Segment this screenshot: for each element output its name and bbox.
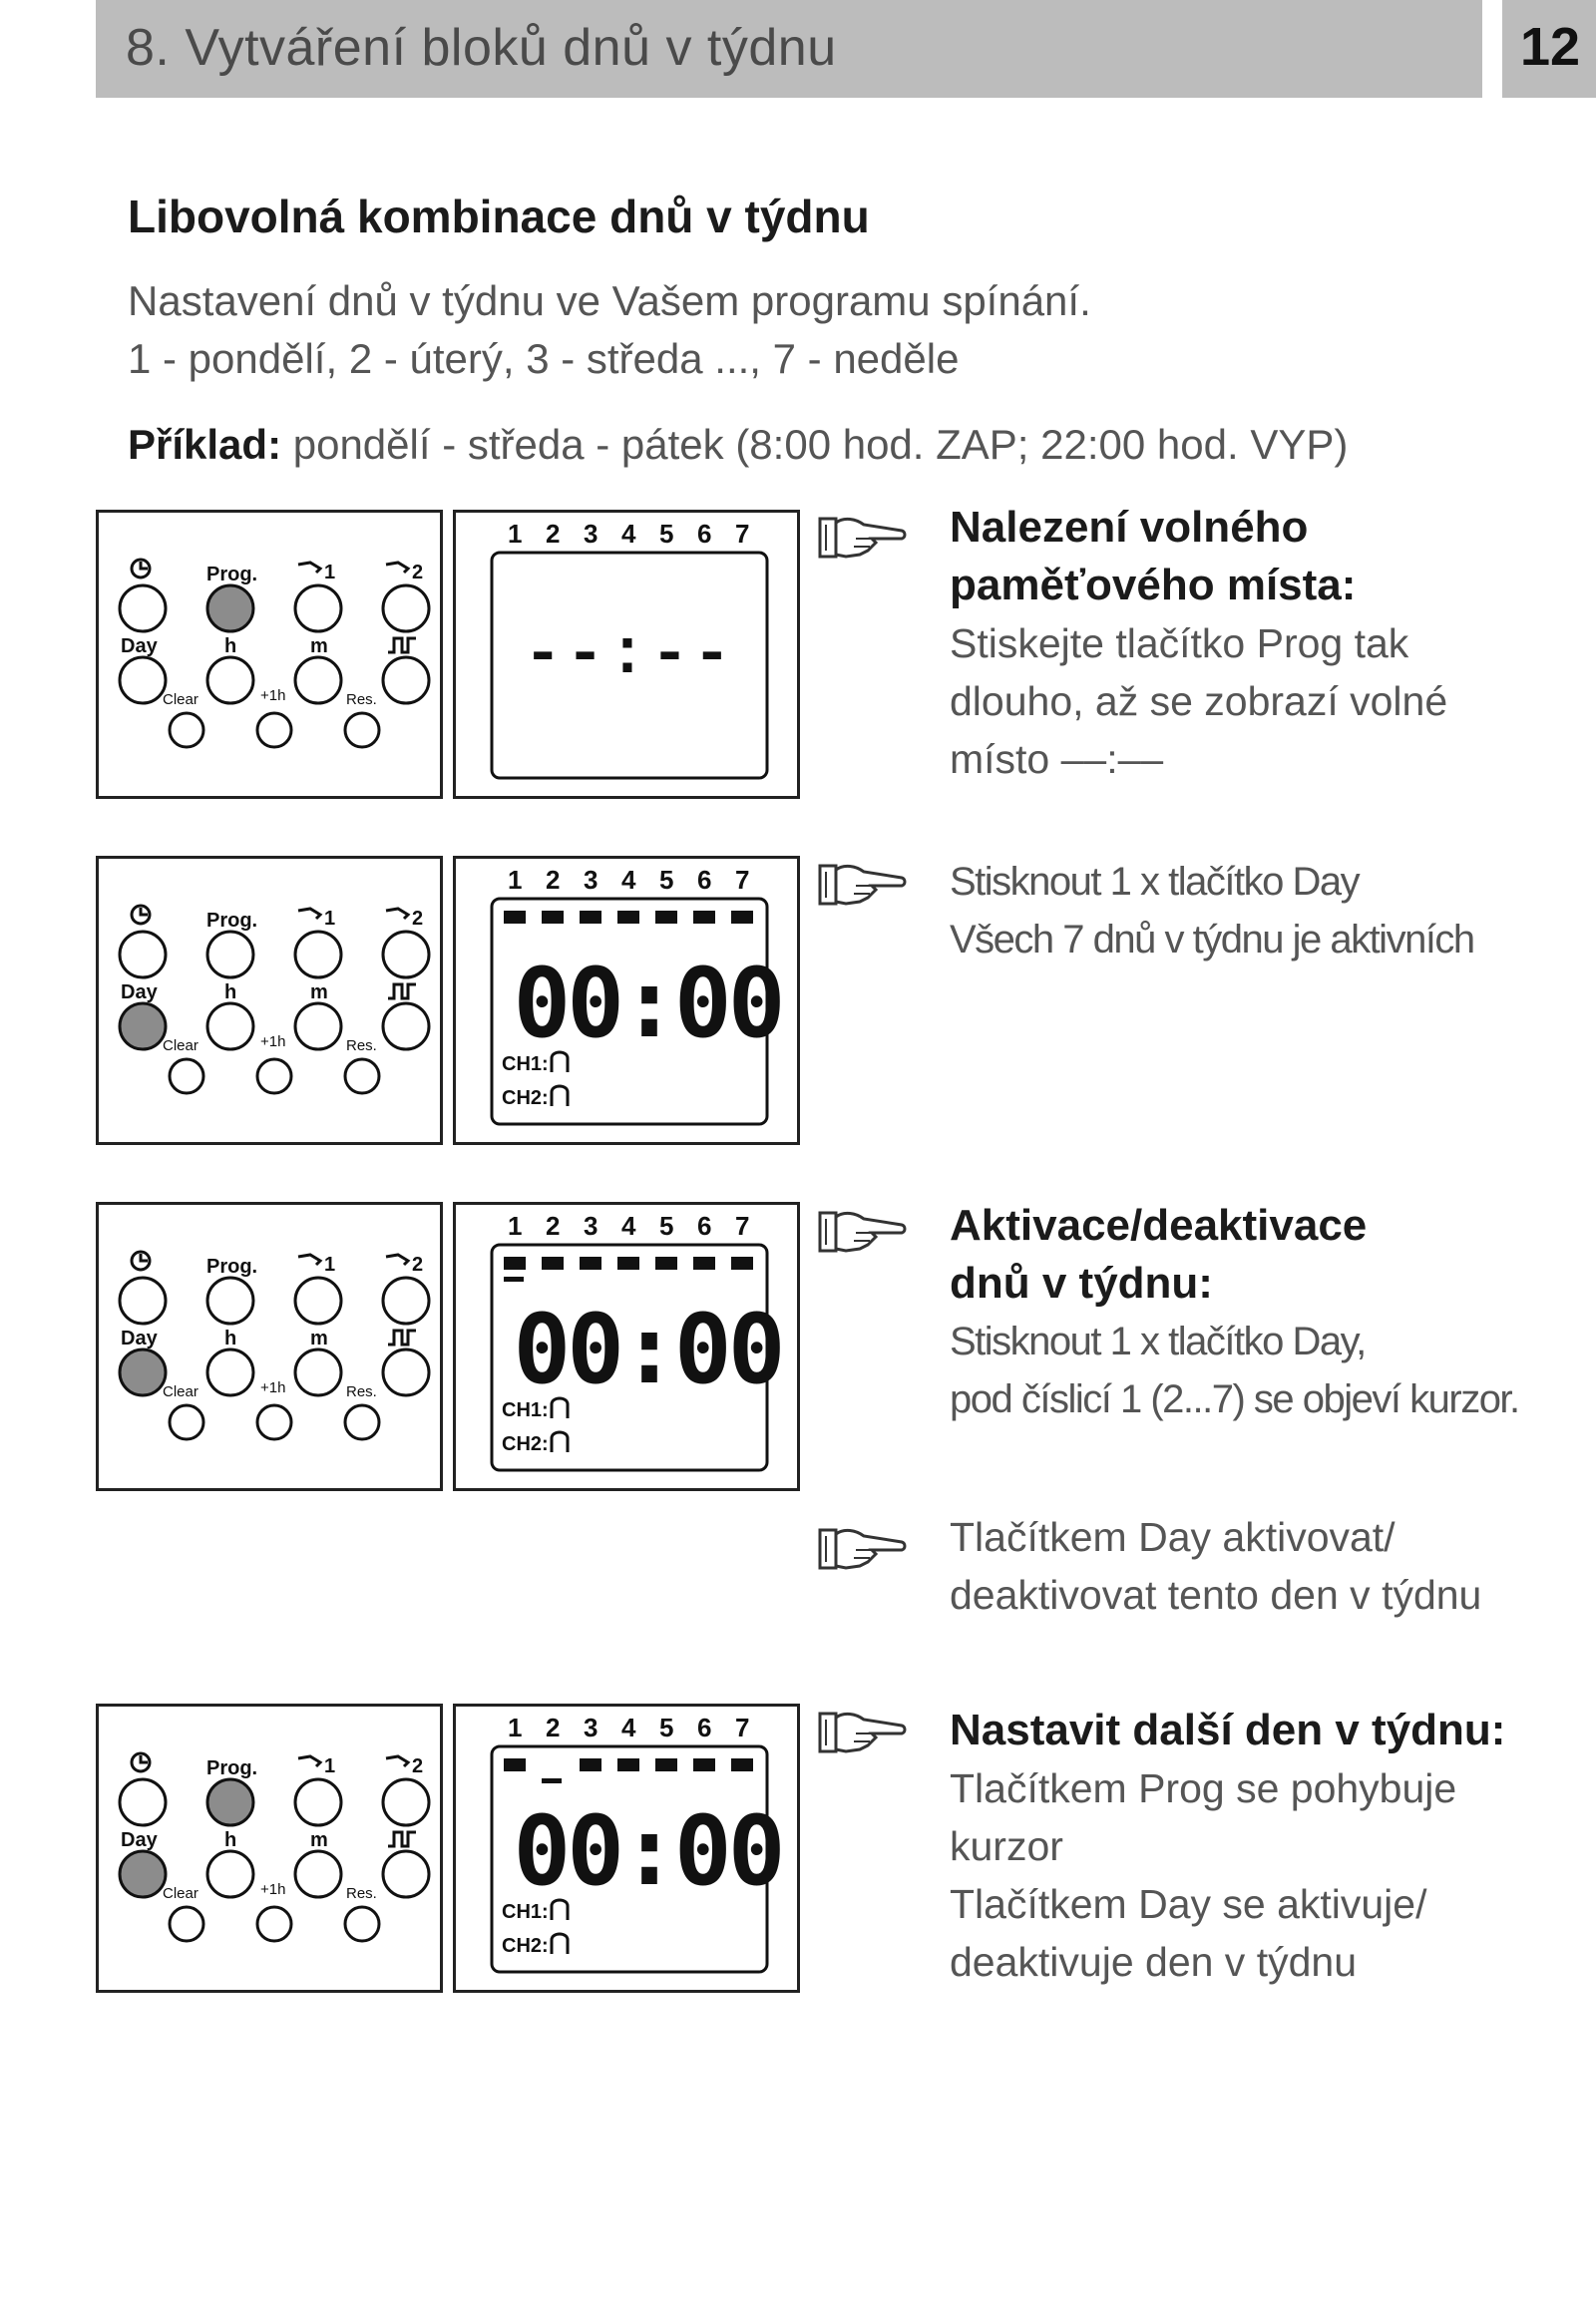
hand-switch-icon (298, 1756, 320, 1766)
hand-switch-icon (386, 563, 408, 573)
lcd-panel-1 (453, 510, 800, 799)
day-number-3: 3 (584, 865, 598, 895)
step-5-text-3: Tlačítkem Day se aktivuje/ (950, 1881, 1427, 1927)
day-cursor (542, 1778, 562, 1783)
hour-button (207, 1003, 253, 1049)
channel-1-button (295, 932, 341, 977)
plus-1h-label: +1h (260, 1379, 286, 1396)
hand-switch-icon (298, 563, 320, 573)
prog-button (207, 932, 253, 977)
clear-label: Clear (163, 1383, 199, 1400)
day-number-1: 1 (508, 1713, 523, 1742)
channel-1-button (295, 585, 341, 631)
day-indicator-7 (731, 911, 753, 924)
pulse-icon (388, 1832, 416, 1846)
clock-button (120, 585, 166, 631)
step-1-text-1: Stiskejte tlačítko Prog tak (950, 620, 1409, 666)
day-indicator-1 (504, 1257, 526, 1270)
prog-label: Prog. (206, 1256, 258, 1278)
step-2-note (950, 853, 1548, 968)
clear-button (170, 1059, 203, 1093)
minute-label: m (310, 981, 328, 1003)
button-panel-drawing (99, 1707, 440, 1990)
button-panel-drawing (99, 513, 440, 796)
clear-button (170, 713, 203, 747)
button-panel-drawing (99, 1205, 440, 1488)
hour-button (207, 657, 253, 703)
minute-button (295, 657, 341, 703)
pointing-hand-icon (816, 1522, 908, 1574)
intro-line-1: Nastavení dnů v týdnu ve Vašem programu spínání. (128, 277, 1091, 324)
step-5-text-2: kurzor (950, 1823, 1063, 1869)
lcd-time-empty: --:-- (523, 620, 736, 692)
prog-button (207, 1278, 253, 1324)
pulse-button (383, 1851, 429, 1897)
hand-switch-icon (386, 1756, 408, 1766)
day-number-4: 4 (621, 1713, 636, 1742)
page-number-box (1502, 0, 1596, 98)
minute-button (295, 1003, 341, 1049)
step-5-text-4: deaktivuje den v týdnu (950, 1939, 1357, 1985)
day-indicator-4 (617, 1257, 639, 1270)
lcd-drawing (456, 513, 797, 796)
step-1-heading-2: paměťového místa: (950, 561, 1357, 609)
reset-button (345, 1405, 379, 1439)
day-number-1: 1 (508, 865, 523, 895)
lcd-time: 00:00 (513, 1795, 782, 1907)
day-number-4: 4 (621, 519, 636, 549)
hour-label: h (224, 981, 237, 1003)
day-number-7: 7 (735, 865, 750, 895)
plus-1h-button (257, 1907, 291, 1941)
hand-switch-icon (386, 909, 408, 919)
step-5-heading-1: Nastavit další den v týdnu: (950, 1706, 1506, 1754)
intro-line-2: 1 - pondělí, 2 - úterý, 3 - středa ..., 7 - neděle (128, 335, 960, 382)
day-button (120, 1003, 166, 1049)
day-indicator-2 (542, 911, 564, 924)
prog-label: Prog. (206, 564, 258, 585)
channel-2-label: 2 (412, 1755, 424, 1777)
day-indicator-6 (693, 1758, 715, 1771)
pulse-icon (388, 638, 416, 652)
day-number-4: 4 (621, 865, 636, 895)
day-indicator-5 (655, 1758, 677, 1771)
ch2-label: CH2: (502, 1433, 549, 1455)
channel-1-label: 1 (324, 1755, 336, 1777)
day-number-7: 7 (735, 519, 750, 549)
channel-1-button (295, 1779, 341, 1825)
page-number: 12 (1520, 17, 1581, 77)
button-panel-drawing (99, 859, 440, 1142)
hand-switch-icon (386, 1255, 408, 1265)
hand-switch-icon (298, 1255, 320, 1265)
clock-button (120, 1779, 166, 1825)
channel-2-button (383, 585, 429, 631)
step-2-text-2: Všech 7 dnů v týdnu je aktivních (950, 918, 1474, 962)
day-indicator-4 (617, 911, 639, 924)
minute-button (295, 1349, 341, 1395)
lcd-panel-3 (453, 1202, 800, 1491)
minute-label: m (310, 1829, 328, 1851)
day-number-6: 6 (697, 519, 712, 549)
pulse-icon (388, 1331, 416, 1345)
pointing-hand-icon (816, 1706, 908, 1757)
channel-2-label: 2 (412, 1254, 424, 1276)
step-3-heading-2: dnů v týdnu: (950, 1259, 1213, 1308)
prog-button (207, 1779, 253, 1825)
pointing-hand-icon (816, 1205, 908, 1257)
prog-label: Prog. (206, 1757, 258, 1779)
day-number-1: 1 (508, 1211, 523, 1241)
step-2-text-1: Stisknout 1 x tlačítko Day (950, 860, 1360, 904)
plus-1h-label: +1h (260, 687, 286, 704)
plus-1h-button (257, 1059, 291, 1093)
channel-1-label: 1 (324, 562, 336, 583)
lcd-drawing (456, 859, 797, 1142)
ch2-label: CH2: (502, 1935, 549, 1957)
lcd-drawing (456, 1707, 797, 1990)
day-number-2: 2 (546, 1211, 561, 1241)
day-number-4: 4 (621, 1211, 636, 1241)
clear-label: Clear (163, 1885, 199, 1902)
day-label: Day (121, 635, 158, 657)
step-5-note (950, 1702, 1548, 1991)
day-number-6: 6 (697, 865, 712, 895)
step-1-note (950, 499, 1548, 788)
plus-1h-label: +1h (260, 1033, 286, 1050)
button-panel-1 (96, 510, 443, 799)
reset-label: Res. (346, 1885, 377, 1902)
ch2-label: CH2: (502, 1087, 549, 1109)
day-indicator-4 (617, 1758, 639, 1771)
day-number-3: 3 (584, 519, 598, 549)
hand-switch-icon (298, 909, 320, 919)
day-button (120, 1851, 166, 1897)
day-button (120, 657, 166, 703)
prog-button (207, 585, 253, 631)
chapter-title: 8. Vytváření bloků dnů v týdnu (126, 19, 837, 77)
day-number-7: 7 (735, 1211, 750, 1241)
lcd-drawing (456, 1205, 797, 1488)
minute-label: m (310, 1328, 328, 1349)
day-indicator-6 (693, 1257, 715, 1270)
step-4-text-2: deaktivovat tento den v týdnu (950, 1572, 1482, 1618)
prog-label: Prog. (206, 910, 258, 932)
day-number-2: 2 (546, 519, 561, 549)
pulse-button (383, 657, 429, 703)
reset-button (345, 713, 379, 747)
minute-button (295, 1851, 341, 1897)
lcd-time: 00:00 (513, 948, 782, 1059)
step-3-heading-1: Aktivace/deaktivace (950, 1201, 1368, 1250)
ch1-label: CH1: (502, 1399, 549, 1421)
clock-button (120, 932, 166, 977)
lcd-time: 00:00 (513, 1294, 782, 1405)
day-indicator-3 (580, 911, 601, 924)
channel-1-button (295, 1278, 341, 1324)
day-indicator-6 (693, 911, 715, 924)
day-cursor (504, 1277, 524, 1282)
pointing-hand-icon (816, 511, 908, 563)
ch1-label: CH1: (502, 1901, 549, 1923)
pointing-hand-icon (816, 858, 908, 910)
day-indicator-7 (731, 1257, 753, 1270)
reset-button (345, 1059, 379, 1093)
channel-1-label: 1 (324, 908, 336, 930)
example-text: pondělí - středa - pátek (8:00 hod. ZAP; 22:00 hod. VYP) (281, 421, 1349, 468)
button-panel-2 (96, 856, 443, 1145)
day-indicator-5 (655, 911, 677, 924)
channel-1-label: 1 (324, 1254, 336, 1276)
step-1-text-2: dlouho, až se zobrazí volné (950, 678, 1448, 724)
clear-button (170, 1405, 203, 1439)
step-3-text-1: Stisknout 1 x tlačítko Day, (950, 1320, 1366, 1363)
step-3-note (950, 1197, 1548, 1428)
example-line (128, 421, 1348, 469)
day-number-6: 6 (697, 1713, 712, 1742)
step-5-text-1: Tlačítkem Prog se pohybuje (950, 1765, 1457, 1811)
day-label: Day (121, 1328, 158, 1349)
day-number-2: 2 (546, 865, 561, 895)
reset-label: Res. (346, 1383, 377, 1400)
hour-label: h (224, 1328, 237, 1349)
clock-button (120, 1278, 166, 1324)
day-number-1: 1 (508, 519, 523, 549)
example-label: Příklad: (128, 421, 282, 468)
minute-label: m (310, 635, 328, 657)
plus-1h-label: +1h (260, 1881, 286, 1898)
ch1-label: CH1: (502, 1053, 549, 1075)
lcd-panel-4 (453, 1704, 800, 1993)
day-indicator-1 (504, 1758, 526, 1771)
channel-2-label: 2 (412, 908, 424, 930)
day-number-2: 2 (546, 1713, 561, 1742)
reset-label: Res. (346, 1037, 377, 1054)
reset-button (345, 1907, 379, 1941)
plus-1h-button (257, 1405, 291, 1439)
pulse-button (383, 1003, 429, 1049)
step-3-text-2: pod číslicí 1 (2...7) se objeví kurzor. (950, 1377, 1519, 1421)
day-label: Day (121, 1829, 158, 1851)
day-number-5: 5 (659, 865, 674, 895)
pulse-button (383, 1349, 429, 1395)
plus-1h-button (257, 713, 291, 747)
day-number-5: 5 (659, 1211, 674, 1241)
channel-2-button (383, 1779, 429, 1825)
channel-2-button (383, 1278, 429, 1324)
chapter-header-bar (96, 0, 1482, 98)
day-indicator-3 (580, 1758, 601, 1771)
step-4-text-1: Tlačítkem Day aktivovat/ (950, 1514, 1396, 1560)
day-label: Day (121, 981, 158, 1003)
channel-2-label: 2 (412, 562, 424, 583)
day-number-5: 5 (659, 519, 674, 549)
day-number-3: 3 (584, 1713, 598, 1742)
clear-label: Clear (163, 691, 199, 708)
channel-2-button (383, 932, 429, 977)
hour-label: h (224, 635, 237, 657)
day-number-5: 5 (659, 1713, 674, 1742)
day-indicator-7 (731, 1758, 753, 1771)
step-1-text-3: místo ––:–– (950, 736, 1164, 782)
day-indicator-5 (655, 1257, 677, 1270)
step-1-heading-1: Nalezení volného (950, 503, 1309, 552)
day-number-6: 6 (697, 1211, 712, 1241)
clear-label: Clear (163, 1037, 199, 1054)
reset-label: Res. (346, 691, 377, 708)
pulse-icon (388, 984, 416, 998)
hour-label: h (224, 1829, 237, 1851)
step-4-note (950, 1508, 1548, 1624)
button-panel-4 (96, 1704, 443, 1993)
hour-button (207, 1349, 253, 1395)
hour-button (207, 1851, 253, 1897)
day-indicator-3 (580, 1257, 601, 1270)
day-number-3: 3 (584, 1211, 598, 1241)
day-button (120, 1349, 166, 1395)
button-panel-3 (96, 1202, 443, 1491)
day-indicator-2 (542, 1257, 564, 1270)
clear-button (170, 1907, 203, 1941)
day-indicator-1 (504, 911, 526, 924)
section-heading: Libovolná kombinace dnů v týdnu (128, 191, 870, 242)
lcd-panel-2 (453, 856, 800, 1145)
day-number-7: 7 (735, 1713, 750, 1742)
